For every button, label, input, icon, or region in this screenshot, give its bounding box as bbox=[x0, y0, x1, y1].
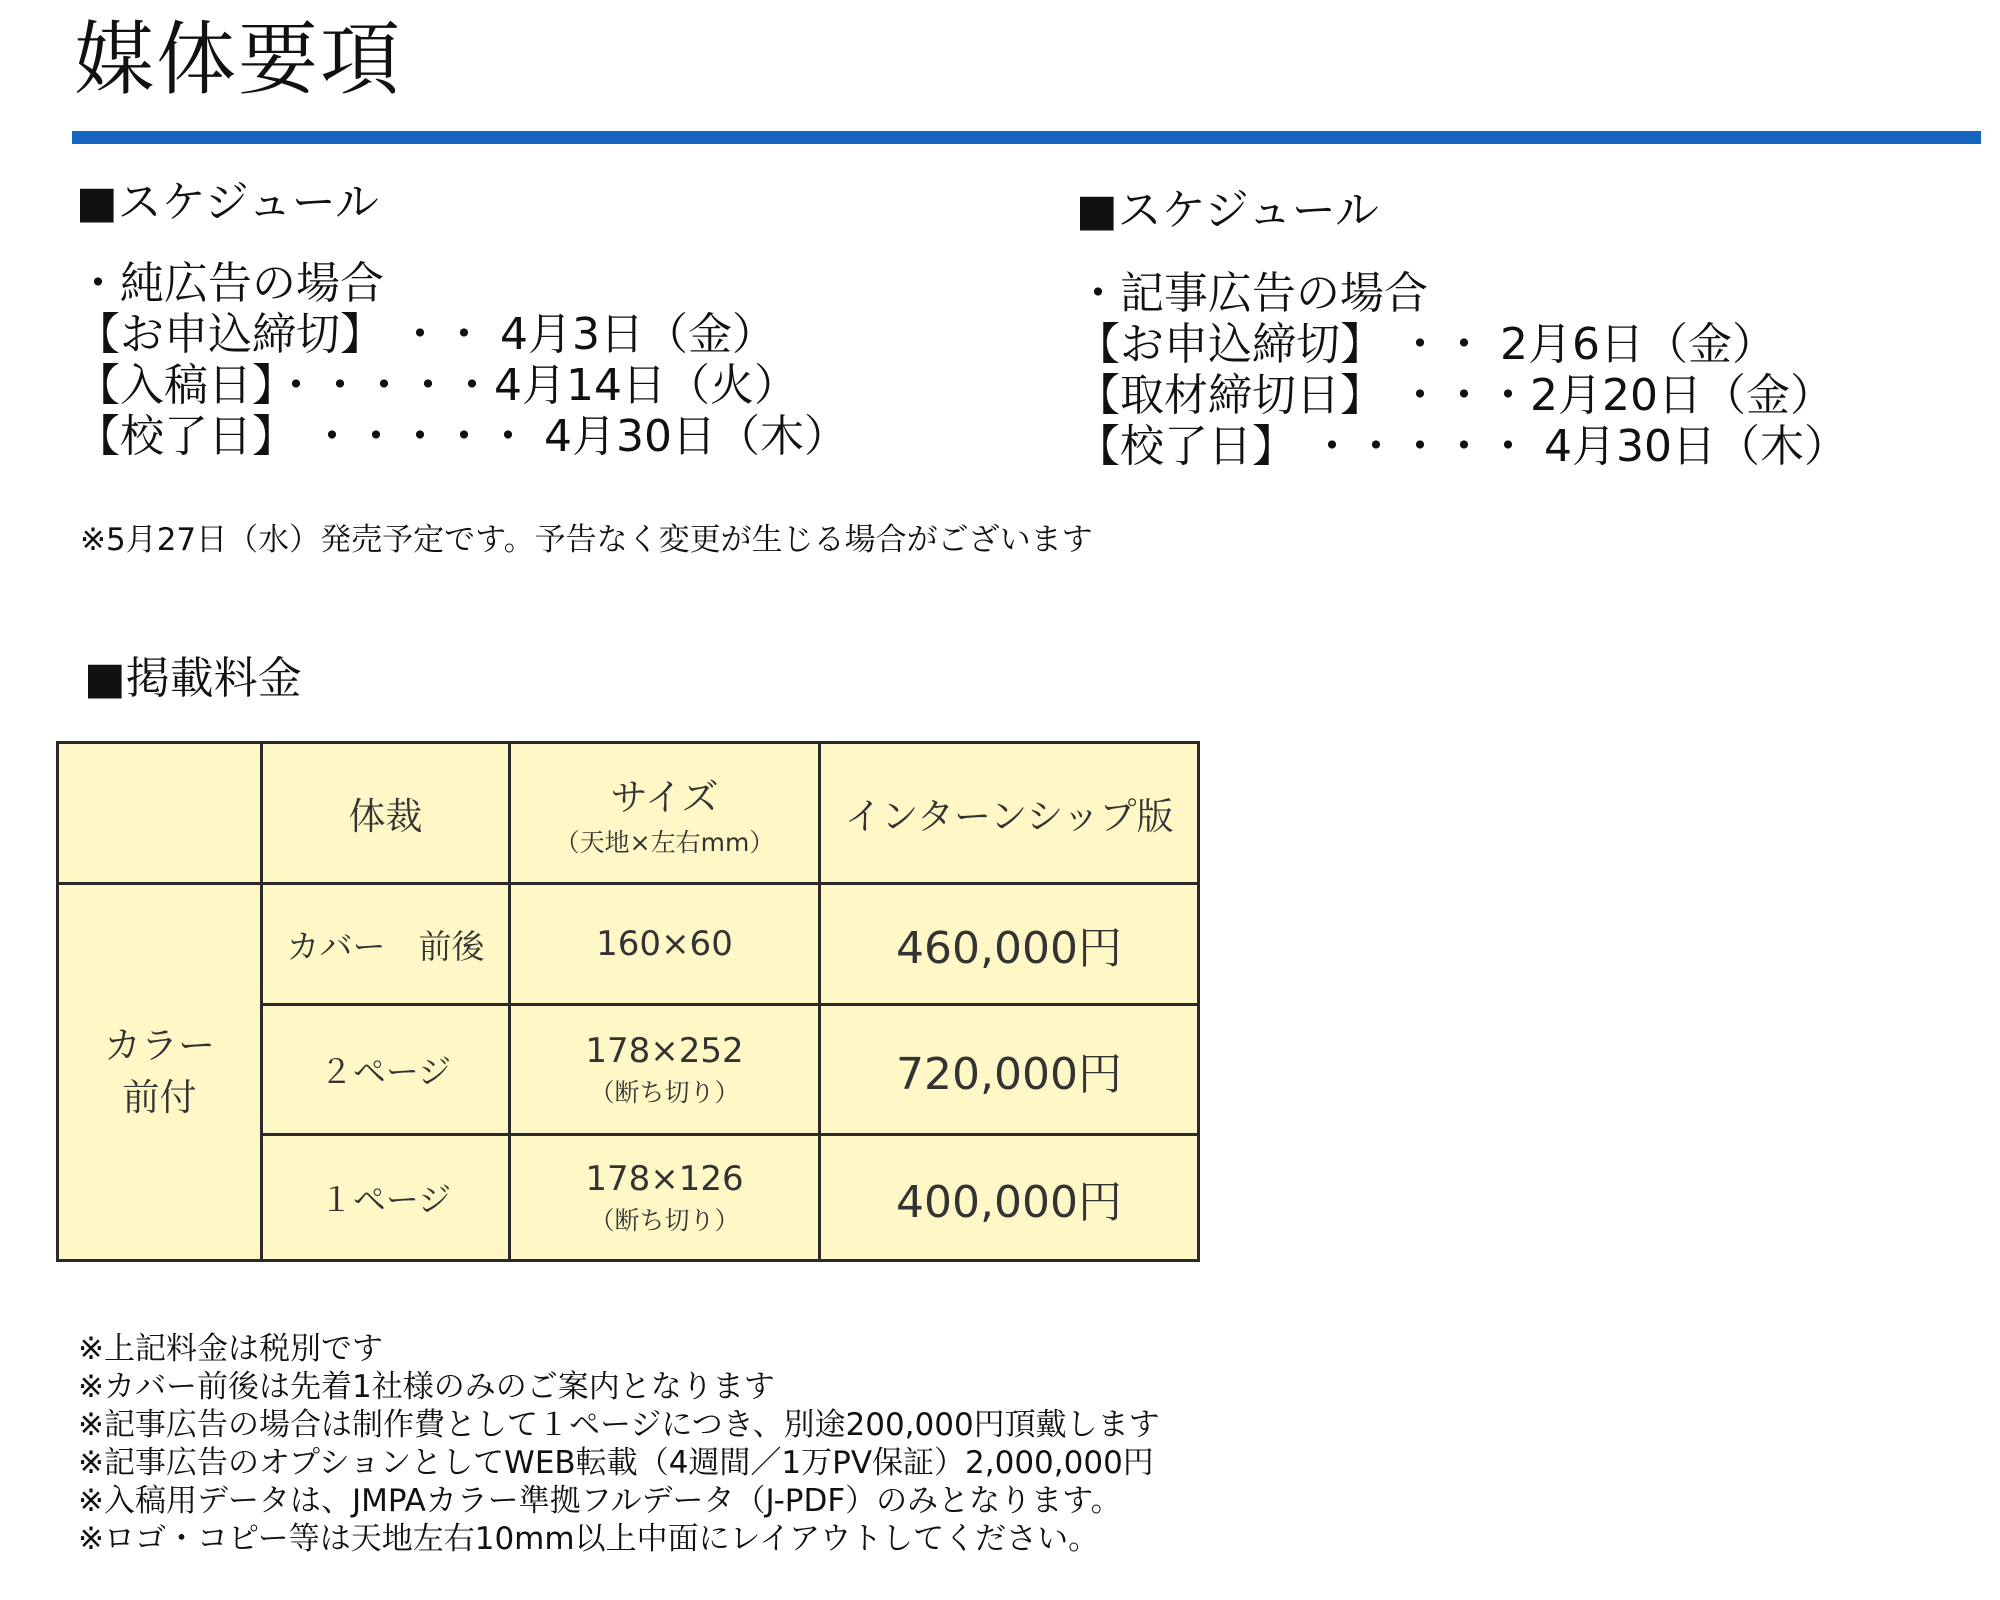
header-size bbox=[510, 743, 820, 884]
size-value: 160×60 bbox=[596, 924, 733, 964]
schedule-type-right: ・記事広告の場合 bbox=[1076, 268, 1428, 319]
category-line: 前付 bbox=[122, 1076, 197, 1119]
size-cell bbox=[510, 1135, 820, 1261]
footnote: ※記事広告のオプションとしてWEB転載（4週間／1万PV保証）2,000,000円 bbox=[78, 1445, 1154, 1481]
schedule-block-left bbox=[76, 258, 848, 462]
size-cell bbox=[510, 1005, 820, 1135]
schedule-line: 【取材締切日】 ・・・2月20日（金） bbox=[1076, 370, 1834, 421]
footnotes bbox=[78, 1330, 1160, 1558]
footnote: ※カバー前後は先着1社様のみのご案内となります bbox=[78, 1369, 775, 1405]
schedule-type-left: ・純広告の場合 bbox=[76, 258, 384, 309]
schedule-line: 【お申込締切】 ・・ 4月3日（金） bbox=[76, 309, 776, 360]
pricing-table bbox=[56, 741, 1200, 1262]
size-value: 178×126 bbox=[585, 1158, 744, 1199]
table-row bbox=[58, 884, 1199, 1005]
schedule-line: 【お申込締切】 ・・ 2月6日（金） bbox=[1076, 319, 1776, 370]
header-empty-cell bbox=[58, 743, 262, 884]
header-edition: インターンシップ版 bbox=[820, 743, 1199, 884]
price-cell: 460,000円 bbox=[820, 884, 1199, 1005]
footnote: ※入稿用データは、JMPAカラー準拠フルデータ（J-PDF）のみとなります。 bbox=[78, 1483, 1122, 1519]
title-divider bbox=[72, 131, 1981, 144]
schedule-heading-right: ■スケジュール bbox=[1076, 185, 1379, 236]
size-note: （断ち切り） bbox=[589, 1205, 740, 1235]
type-cell: ２ページ bbox=[262, 1005, 510, 1135]
type-cell: １ページ bbox=[262, 1135, 510, 1261]
release-note: ※5月27日（水）発売予定です。予告なく変更が生じる場合がございます bbox=[80, 522, 1093, 558]
header-type: 体裁 bbox=[262, 743, 510, 884]
size-cell bbox=[510, 884, 820, 1005]
header-size-label: サイズ bbox=[610, 776, 719, 819]
type-cell: カバー 前後 bbox=[262, 884, 510, 1005]
schedule-line: 【入稿日】・・・・・4月14日（火） bbox=[76, 360, 798, 411]
footnote: ※ロゴ・コピー等は天地左右10mm以上中面にレイアウトしてください。 bbox=[78, 1521, 1100, 1557]
page-title: 媒体要項 bbox=[74, 13, 402, 106]
table-header-row bbox=[58, 743, 1199, 884]
schedule-line: 【校了日】 ・・・・・ 4月30日（木） bbox=[76, 411, 848, 462]
price-cell: 400,000円 bbox=[820, 1135, 1199, 1261]
size-note: （断ち切り） bbox=[589, 1077, 740, 1107]
footnote: ※記事広告の場合は制作費として１ページにつき、別途200,000円頂戴します bbox=[78, 1407, 1160, 1443]
category-line: カラー bbox=[104, 1024, 215, 1067]
schedule-line: 【校了日】 ・・・・・ 4月30日（木） bbox=[1076, 421, 1848, 472]
size-value: 178×252 bbox=[585, 1030, 744, 1071]
pricing-heading: ■掲載料金 bbox=[84, 653, 302, 704]
footnote: ※上記料金は税別です bbox=[78, 1331, 383, 1367]
category-cell bbox=[58, 884, 262, 1261]
schedule-heading-left: ■スケジュール bbox=[76, 177, 379, 228]
header-size-unit: （天地×左右mm） bbox=[554, 828, 775, 857]
schedule-block-right bbox=[1076, 268, 1848, 472]
price-cell: 720,000円 bbox=[820, 1005, 1199, 1135]
